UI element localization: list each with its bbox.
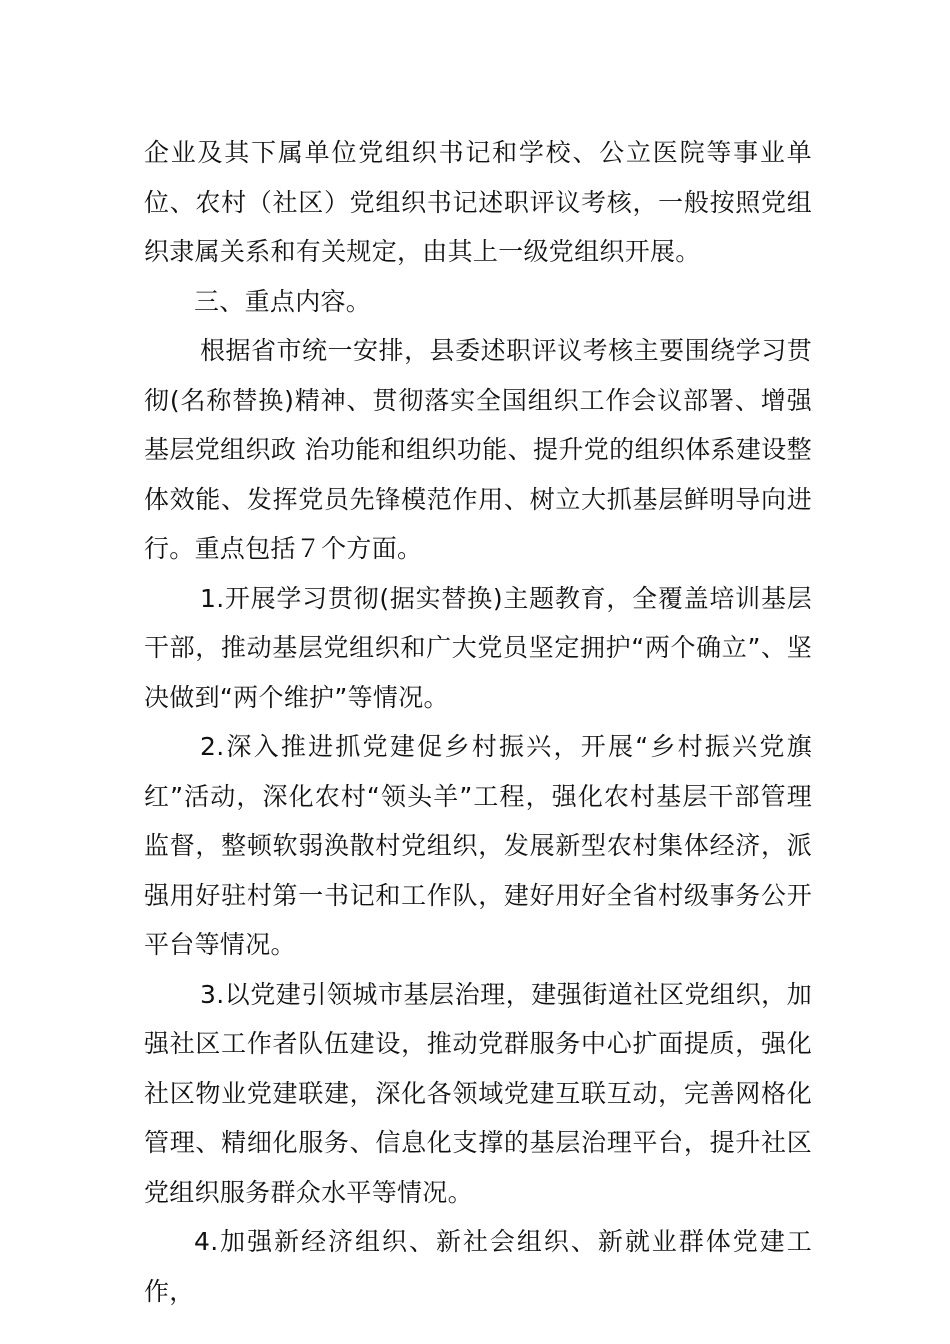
- paragraph-overview: 根据省市统一安排，县委述职评议考核主要围绕学习贯彻(名称替换)精神、贯彻落实全国组织工作会议部署、增强基层党组织政 治功能和组织功能、提升党的组织体系建设整体效能、发挥党员先锋模范作用、树立大抓基层鲜明导向进行。重点包括７个方面。: [144, 336, 812, 563]
- body-text: [144, 128, 812, 1316]
- paragraph-scope: 企业及其下属单位党组织书记和学校、公立医院等事业单位、农村（社区）党组织书记述职评议考核，一般按照党组织隶属关系和有关规定，由其上一级党组织开展。: [144, 138, 812, 266]
- paragraph-item-3: 3.以党建引领城市基层治理，建强街道社区党组织，加强社区工作者队伍建设，推动党群服务中心扩面提质，强化社区物业党建联建，深化各领域党建互联互动，完善网格化管理、精细化服务、信息化支撑的基层治理平台，提升社区党组织服务群众水平等情况。: [144, 979, 812, 1207]
- paragraph-item-2: 2.深入推进抓党建促乡村振兴，开展“乡村振兴党旗红”活动，深化农村“领头羊”工程，强化农村基层干部管理监督，整顿软弱涣散村党组织，发展新型农村集体经济，派强用好驻村第一书记和工作队，建好用好全省村级事务公开平台等情况。: [144, 732, 812, 959]
- paragraph-item-4: 4.加强新经济组织、新社会组织、新就业群体党建工作，: [144, 1227, 812, 1306]
- section-heading: 三、重点内容。: [194, 286, 372, 316]
- paragraph-item-1: 1.开展学习贯彻(据实替换)主题教育，全覆盖培训基层干部，推动基层党组织和广大党员坚定拥护“两个确立”、坚决做到“两个维护”等情况。: [144, 583, 812, 712]
